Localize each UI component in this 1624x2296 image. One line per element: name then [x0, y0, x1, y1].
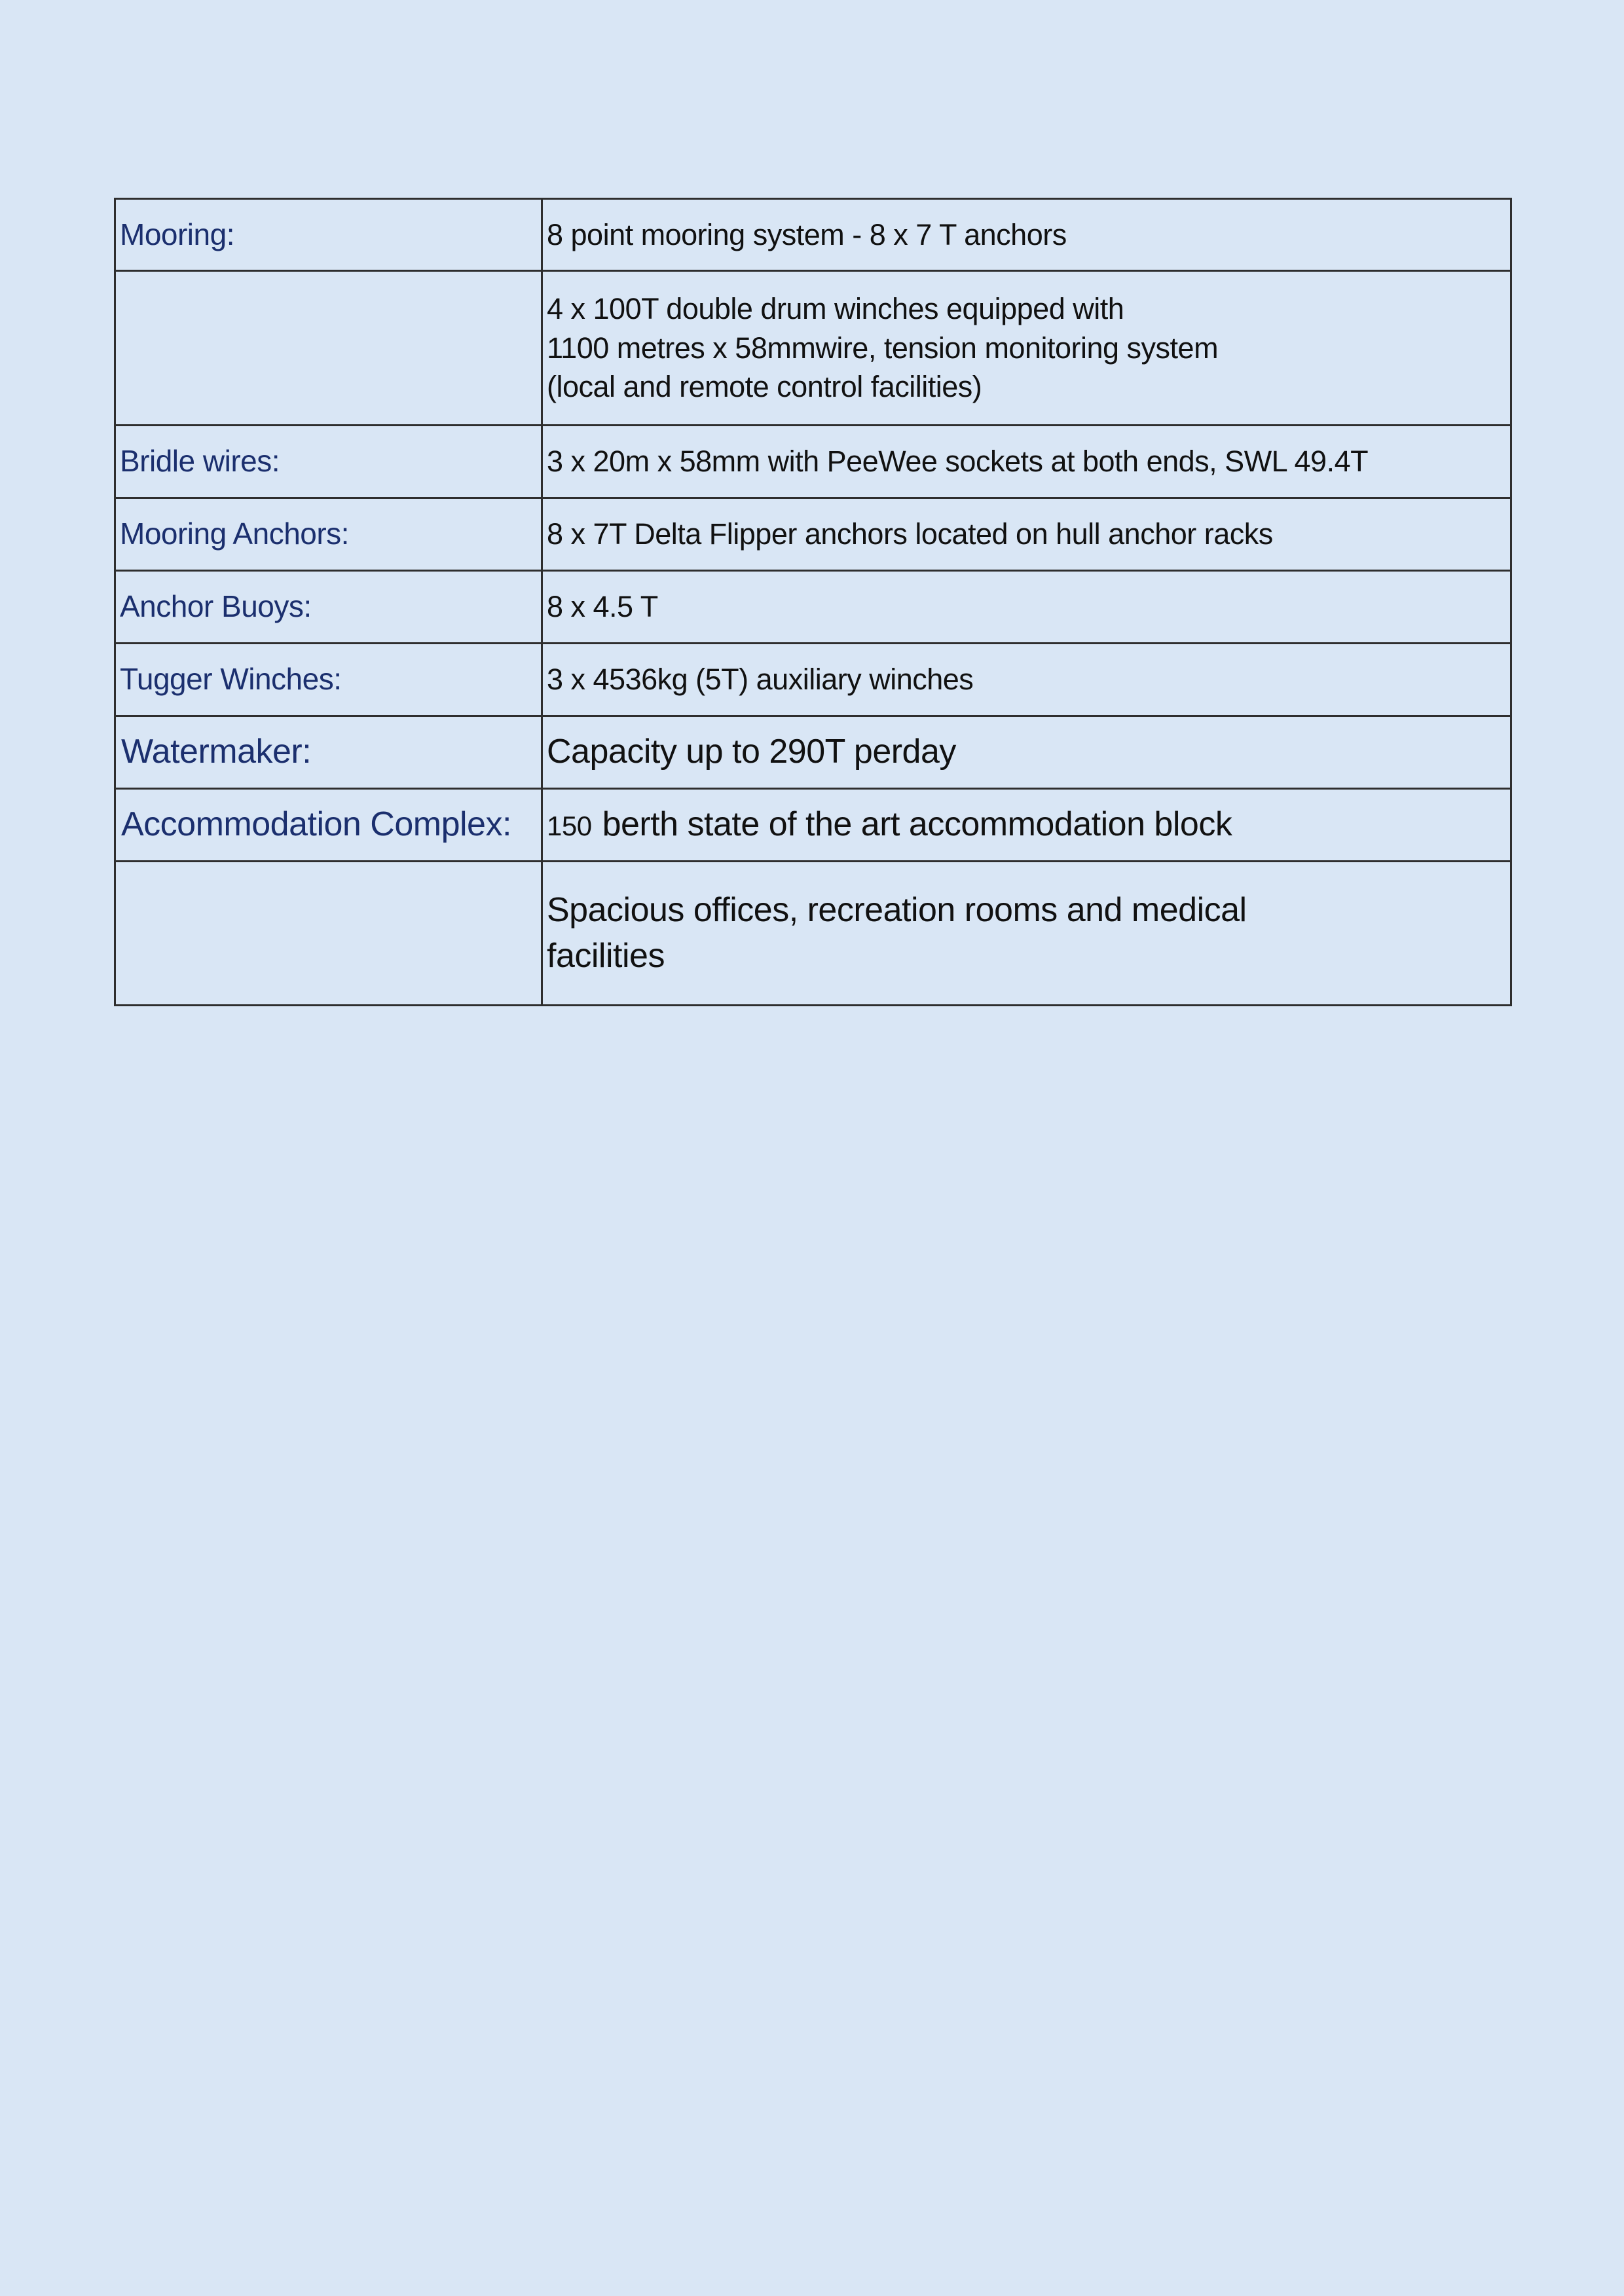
value-line: 3 x 4536kg (5T) auxiliary winches — [547, 663, 974, 697]
row-value — [542, 716, 1511, 789]
row-value — [542, 644, 1511, 716]
row-value — [542, 199, 1511, 271]
value-text: berth state of the art accommodation block — [602, 805, 1232, 844]
value-line: facilities — [547, 936, 665, 975]
row-value — [542, 862, 1511, 1006]
table-row-anchor-buoys — [115, 571, 1511, 644]
table-row-bridle-wires — [115, 426, 1511, 498]
value-line: 8 x 7T Delta Flipper anchors located on hull anchor racks — [547, 517, 1273, 551]
row-label: Watermaker: — [115, 716, 542, 789]
row-value — [542, 571, 1511, 644]
row-label: Mooring Anchors: — [115, 498, 542, 571]
value-line: (local and remote control facilities) — [547, 370, 982, 404]
row-label — [115, 271, 542, 426]
table-row-mooring-anchors — [115, 498, 1511, 571]
row-label: Accommodation Complex: — [115, 789, 542, 862]
row-label: Tugger Winches: — [115, 644, 542, 716]
value-line: Capacity up to 290T perday — [547, 733, 956, 771]
table-row-accommodation-complex — [115, 789, 1511, 862]
row-value — [542, 789, 1511, 862]
value-line: 8 x 4.5 T — [547, 590, 658, 624]
row-value — [542, 498, 1511, 571]
value-line: 3 x 20m x 58mm with PeeWee sockets at both ends, SWL 49.4T — [547, 445, 1369, 479]
value-line: 4 x 100T double drum winches equipped with — [547, 291, 1124, 325]
row-value — [542, 271, 1511, 426]
row-label — [115, 862, 542, 1006]
berth-count: 150 — [547, 811, 592, 842]
table-row-facilities — [115, 862, 1511, 1006]
value-line: 8 point mooring system - 8 x 7 T anchors — [547, 217, 1067, 251]
table-row-mooring — [115, 199, 1511, 271]
value-line — [547, 802, 1510, 847]
table-row-winches — [115, 271, 1511, 426]
table-row-watermaker — [115, 716, 1511, 789]
row-label: Bridle wires: — [115, 426, 542, 498]
row-label: Mooring: — [115, 199, 542, 271]
row-value — [542, 426, 1511, 498]
value-line: 1100 metres x 58mmwire, tension monitoring system — [547, 331, 1219, 365]
table-row-tugger-winches — [115, 644, 1511, 716]
specifications-table — [114, 198, 1512, 1006]
row-label: Anchor Buoys: — [115, 571, 542, 644]
value-line: Spacious offices, recreation rooms and medical — [547, 891, 1247, 930]
